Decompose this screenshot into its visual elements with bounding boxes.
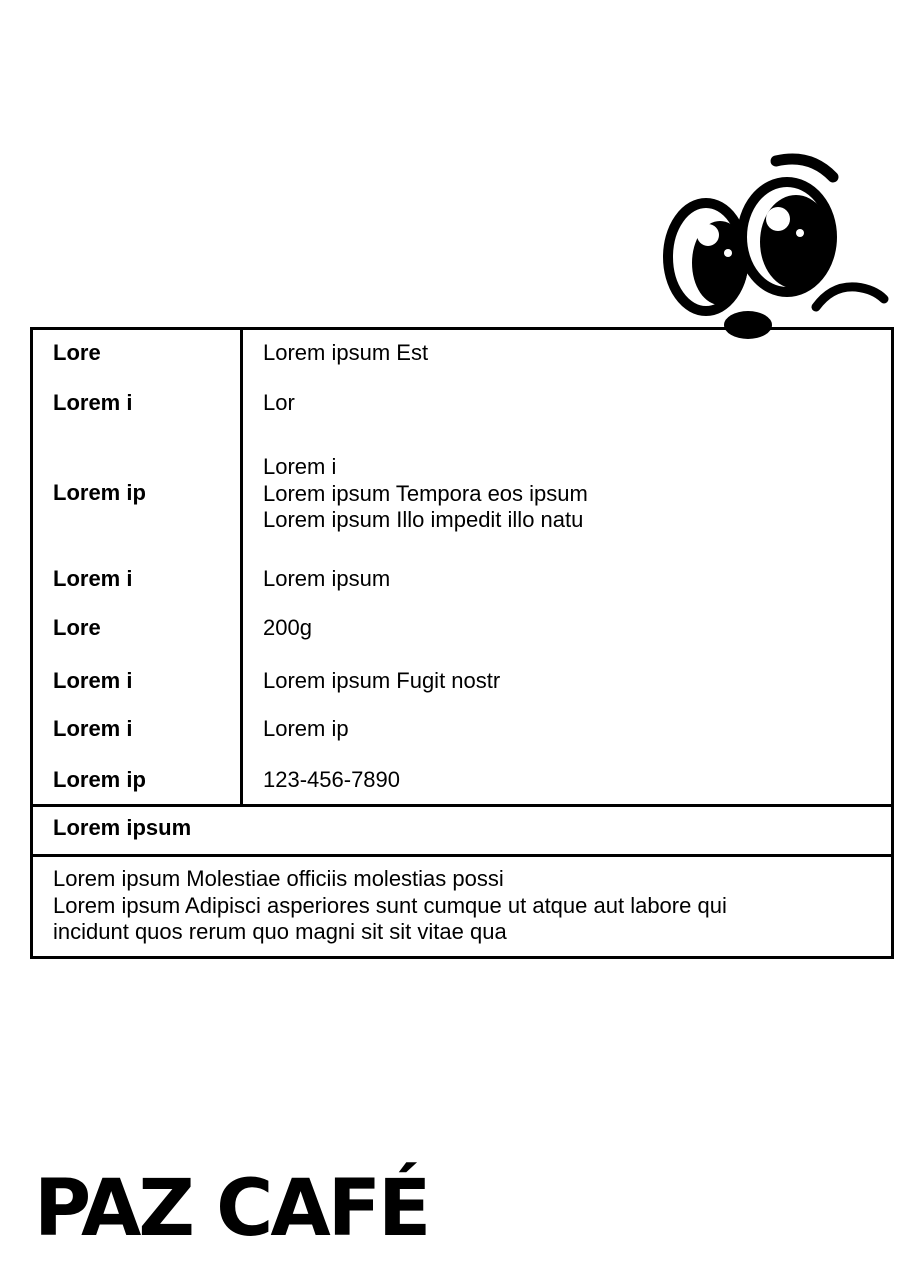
row-value [263, 668, 500, 695]
notes-line: incidunt quos rerum quo magni sit sit vitae qua [53, 919, 507, 944]
row-value-line: Lorem ipsum Illo impedit illo natu [263, 507, 584, 532]
section-title: Lorem ipsum [53, 815, 192, 840]
column-divider [240, 327, 243, 805]
table-divider [33, 854, 891, 857]
row-value [263, 615, 312, 642]
table-divider [33, 804, 891, 807]
row-value-line: Lorem ipsum Est [263, 340, 429, 365]
row-value [263, 454, 588, 534]
row-label: Lorem i [53, 716, 133, 741]
row-value-line: Lorem ipsum Tempora eos ipsum [263, 480, 588, 506]
row-label: Lore [53, 615, 101, 640]
row-label: Lorem ip [53, 480, 146, 505]
row-label: Lorem i [53, 390, 133, 415]
row-value [263, 566, 390, 593]
row-value [263, 340, 428, 367]
row-value-line: Lorem i [263, 454, 337, 479]
row-value-line: Lorem ipsum Fugit nostr [263, 668, 501, 693]
row-value-line: Lor [263, 390, 295, 415]
row-label: Lorem i [53, 566, 133, 591]
notes-text [53, 866, 727, 946]
row-label: Lorem i [53, 668, 133, 693]
row-value-line: Lorem ipsum [263, 566, 391, 591]
row-label: Lorem ip [53, 767, 146, 792]
row-value-line: 200g [263, 615, 312, 640]
row-value [263, 767, 400, 794]
spec-table [30, 327, 894, 959]
notes-line: Lorem ipsum Adipisci asperiores sunt cumque ut atque aut labore qui [53, 892, 727, 918]
row-value [263, 390, 295, 417]
brand-title: PAZ CAFÉ [34, 1164, 429, 1254]
row-value [263, 716, 349, 743]
row-label: Lore [53, 340, 101, 365]
cartoon-eyes-icon [650, 145, 895, 350]
row-value-line: Lorem ip [263, 716, 349, 741]
row-value-line: 123-456-7890 [263, 767, 401, 792]
notes-line: Lorem ipsum Molestiae officiis molestias possi [53, 866, 504, 891]
